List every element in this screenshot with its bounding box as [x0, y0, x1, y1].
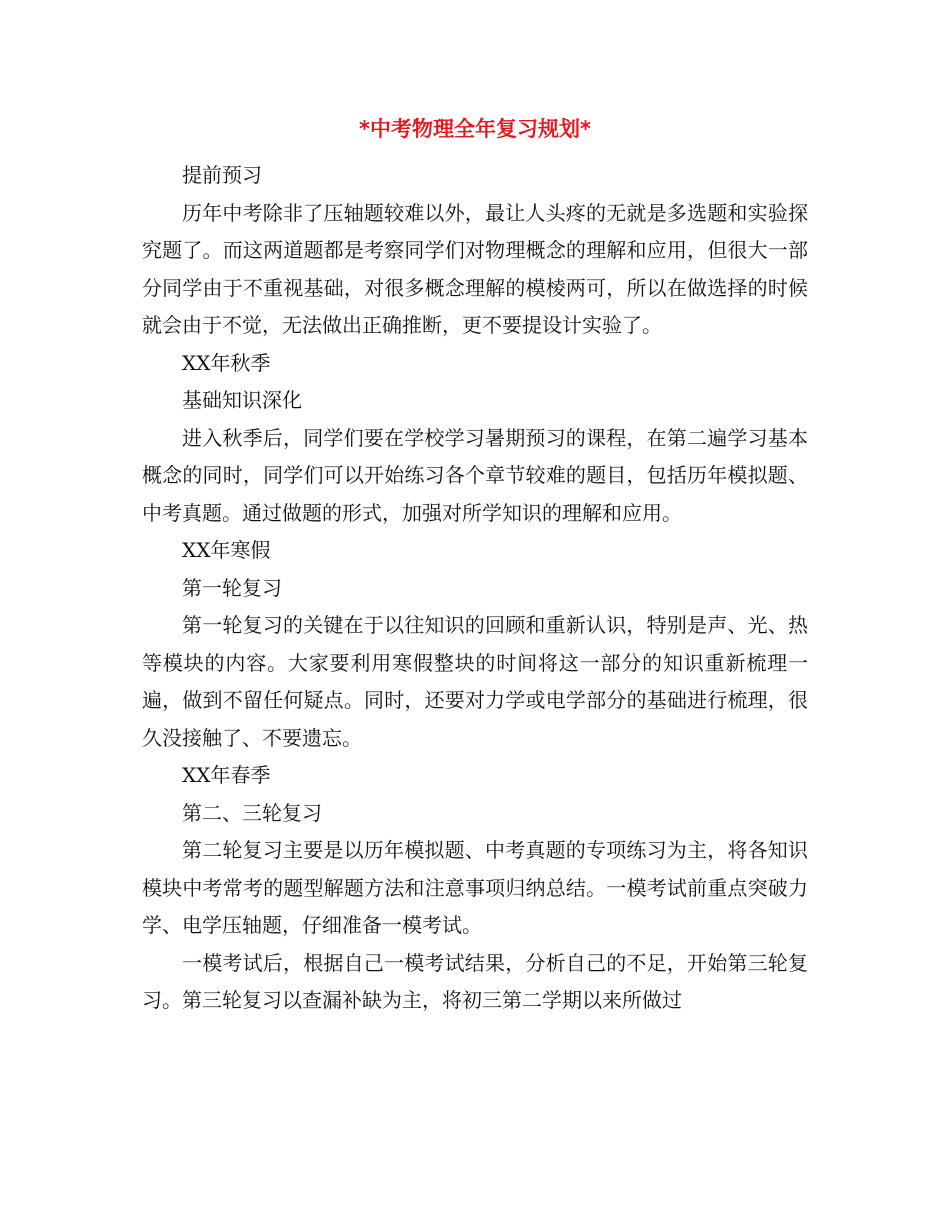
heading-first-round: 第一轮复习	[182, 575, 282, 600]
heading-autumn: XX年秋季	[182, 350, 271, 375]
heading-winter: XX年寒假	[182, 538, 271, 562]
heading-preview: 提前预习	[182, 163, 262, 187]
heading-second-third-round: 第二、三轮复习	[182, 800, 322, 825]
paragraph-third-round: 一模考试后，根据自己一模考试结果，分析自己的不足，开始第三轮复习。第三轮复习以查漏补缺为主，将初三第二学期以来所做过	[142, 950, 808, 1012]
heading-spring: XX年春季	[182, 763, 271, 787]
paragraph-first-round: 第一轮复习的关键在于以往知识的回顾和重新认识，特别是声、光、热等模块的内容。大家要利用寒假整块的时间将这一部分的知识重新梳理一遍，做到不留任何疑点。同时，还要对力学或电学部分的基础进行梳理，很久没接触了、不要遗忘。	[142, 613, 808, 750]
heading-basic-knowledge: 基础知识深化	[182, 388, 302, 412]
paragraph-preview: 历年中考除非了压轴题较难以外，最让人头疼的无就是多选题和实验探究题了。而这两道题都是考察同学们对物理概念的理解和应用，但很大一部分同学由于不重视基础，对很多概念理解的模棱两可，所以在做选择的时候就会由于不觉，无法做出正确推断，更不要提设计实验了。	[142, 200, 808, 337]
paragraph-second-round: 第二轮复习主要是以历年模拟题、中考真题的专项练习为主，将各知识模块中考常考的题型解题方法和注意事项归纳总结。一模考试前重点突破力学、电学压轴题，仔细准备一模考试。	[142, 838, 808, 937]
paragraph-autumn: 进入秋季后，同学们要在学校学习暑期预习的课程，在第二遍学习基本概念的同时，同学们可以开始练习各个章节较难的题目，包括历年模拟题、中考真题。通过做题的形式，加强对所学知识的理解和应用。	[142, 425, 808, 525]
document-body	[142, 157, 808, 1020]
document-title: *中考物理全年复习规划*	[359, 117, 591, 141]
